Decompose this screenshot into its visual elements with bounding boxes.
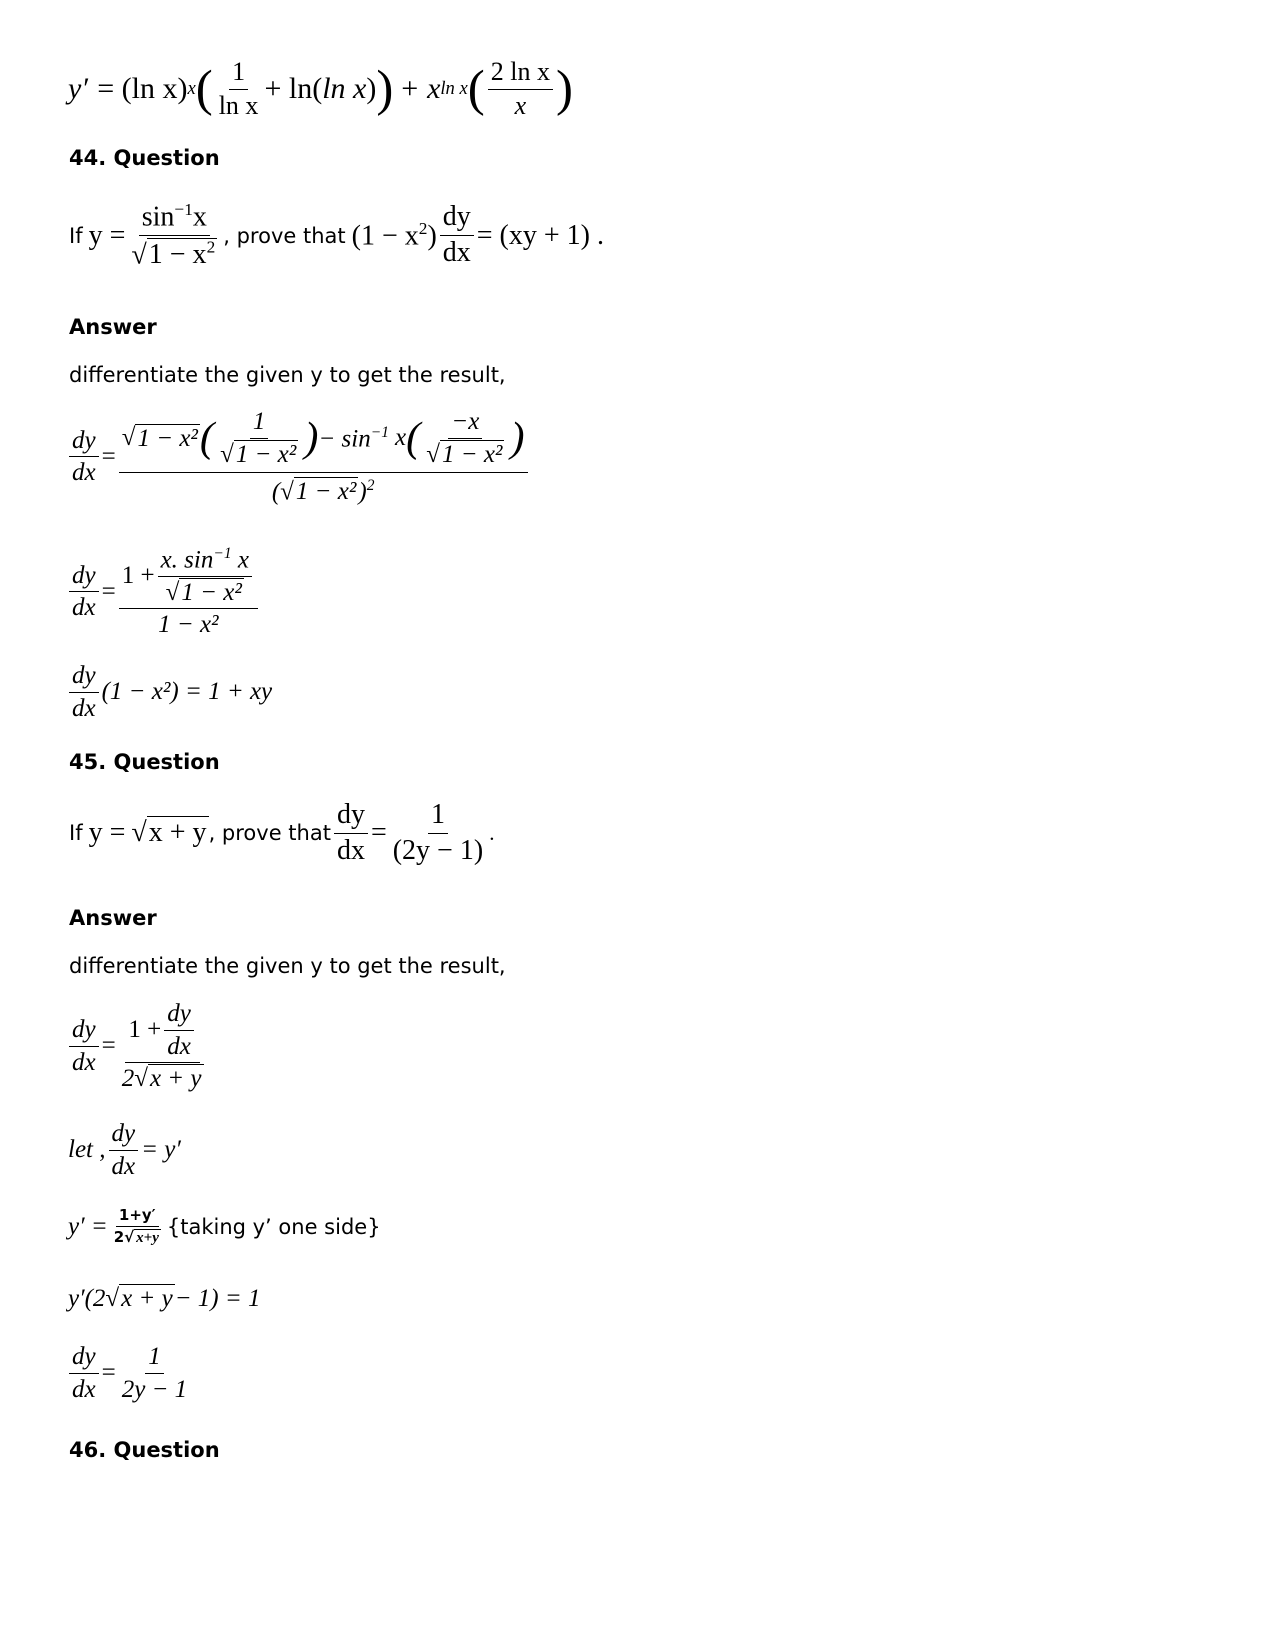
- q44-step2-fraction: 1 + $\frac{x. \sin^{-1} x}{\text{√1 − x²}}$ 1 − x²: [119, 545, 258, 639]
- prev-result-equation: y′ = (ln x) x ( $\frac{1}{\text{ln x}}$ + ln( ln x ) ) + x ln x ( $\frac{\text{2 ln x}}{x}$ ): [68, 57, 573, 120]
- q45-answer-intro: differentiate the given y to get the result,: [69, 954, 506, 978]
- q44-answer-intro: differentiate the given y to get the result,: [69, 363, 506, 387]
- question-46-heading: 46. Question: [69, 1438, 220, 1462]
- prev-frac1: $\frac{1}{\text{ln x}}$: [218, 57, 259, 120]
- question-44-heading: 44. Question: [69, 146, 220, 170]
- prev-base: (ln x): [121, 72, 188, 106]
- q45-step4-equation: y′(2 √ x + y − 1) = 1: [68, 1284, 261, 1312]
- q44-given-fraction: $\frac{\sin^{-1}x}{√1 - x^2}$: [131, 200, 216, 271]
- q44-target-derivative: $\frac{dy}{dx}$: [440, 202, 474, 269]
- prev-exp-x: x: [187, 78, 196, 100]
- q44-statement: If y = $\frac{\sin^{-1}x}{√1 - x^2}$ , prove that $(1 - x^2)$ $\frac{dy}{dx}$ = (xy + 1) .: [69, 200, 604, 271]
- q45-answer-label: Answer: [69, 906, 157, 930]
- q44-step1-equation: $\frac{dy}{dx}$ = √ 1 − x² ( $\frac{1}{\text{√1 − x²}}$ ) − $\sin^{-1}$ x ( $\frac{-x}{\text{√1 − x²}}$ ) $(√1 - x^2)^2$: [66, 408, 531, 506]
- q45-step2-equation: let , $\frac{dy}{dx}$ = y′: [68, 1120, 181, 1180]
- q44-step1-big-fraction: √ 1 − x² ( $\frac{1}{\text{√1 − x²}}$ ) − $\sin^{-1}$ x ( $\frac{-x}{\text{√1 − x²}}$ ) $(√1 - x^2)^2$: [119, 408, 528, 506]
- q45-statement: If y = √x + y , prove that $\frac{dy}{dx}$ = $\frac{1}{(2y - 1)}$ .: [69, 799, 495, 866]
- q45-step3-note: {taking y’ one side}: [166, 1214, 381, 1239]
- prev-frac2: $\frac{\text{2 ln x}}{x}$: [488, 58, 553, 120]
- q44-step3-equation: $\frac{dy}{dx}$ (1 − x²) = 1 + xy: [66, 662, 272, 722]
- q44-step2-equation: $\frac{dy}{dx}$ = 1 + $\frac{x. \sin^{-1} x}{\text{√1 − x²}}$ 1 − x²: [66, 545, 261, 639]
- q44-answer-label: Answer: [69, 315, 157, 339]
- q45-step1-equation: $\frac{dy}{dx}$ = 1 + $\frac{dy}{dx}$ 2√x + y: [66, 1000, 210, 1093]
- q45-step3-equation: y′ = $\frac{1+y'}{2√ x+y}$ {taking y’ one side}: [68, 1206, 381, 1246]
- question-45-heading: 45. Question: [69, 750, 220, 774]
- q45-step5-equation: $\frac{dy}{dx}$ = $\frac{1}{2y - 1}$: [66, 1343, 193, 1403]
- prev-lhs: y′ =: [68, 72, 116, 106]
